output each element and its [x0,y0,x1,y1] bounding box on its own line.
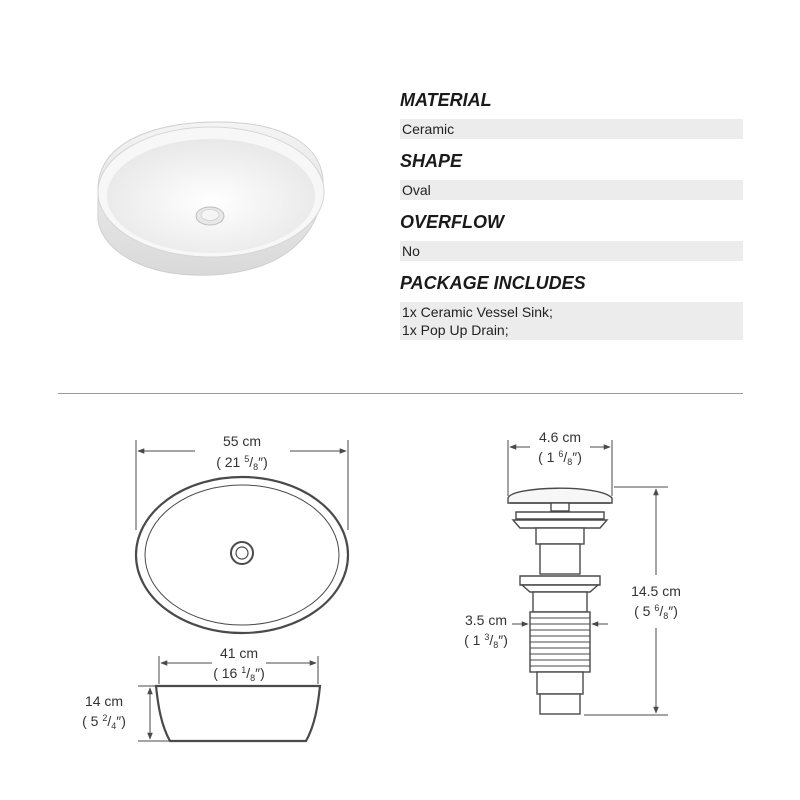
drain-height-metric: 14.5 cm [631,583,681,599]
material-value-text: Ceramic [402,121,455,137]
sink-top-view [136,477,348,633]
package-item-drain: 1x Pop Up Drain; [402,322,509,338]
overflow-heading: OVERFLOW [400,212,504,232]
pop-up-drain-drawing [508,488,612,714]
sink-height-imperial: ( 5 $^2/_4''$) [82,713,126,731]
drain-cap-imperial: ( 1 $^6/_8''$) [538,449,582,467]
drain-body-metric: 3.5 cm [464,612,508,628]
overflow-value-text: No [402,243,420,259]
drain-body-imperial: ( 1 $^3/_8''$) [464,632,508,650]
sink-height-metric: 14 cm [84,693,124,709]
shape-value-text: Oval [402,182,431,198]
drain-height-imperial: ( 5 $^6/_8''$) [634,603,678,621]
sink-width-metric: 41 cm [219,645,259,661]
package-heading: PACKAGE INCLUDES [400,273,586,293]
sink-side-view [156,686,320,741]
shape-heading: SHAPE [400,151,463,171]
sink-length-metric: 55 cm [222,433,262,449]
package-item-sink: 1x Ceramic Vessel Sink; [402,304,553,320]
material-heading: MATERIAL [400,90,492,110]
sink-width-imperial: ( 16 $^1/_8''$) [213,665,265,683]
drain-cap-metric: 4.6 cm [538,429,582,445]
sink-length-imperial: ( 21 $^5/_8''$) [216,454,268,472]
top-view-drain-icon [231,542,253,564]
